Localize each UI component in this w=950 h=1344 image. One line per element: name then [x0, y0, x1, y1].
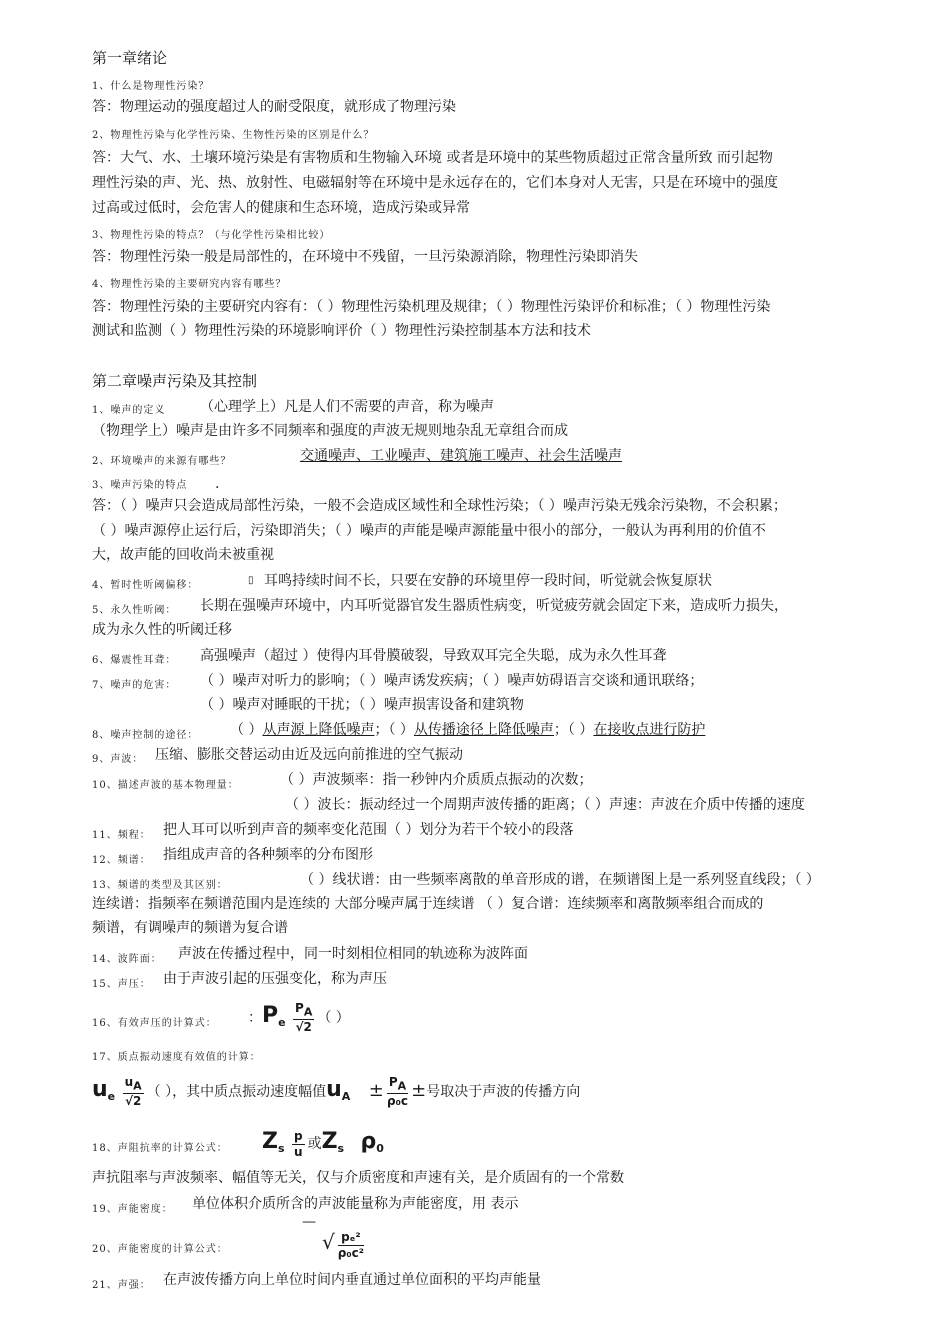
- question-2-18: 18、声阻抗率的计算公式：: [92, 1143, 228, 1154]
- formula-18-rho: ρ: [360, 1129, 377, 1154]
- answer-2-10-line-1: （ ）声波频率：指一秒钟内介质质点振动的次数；: [280, 772, 593, 788]
- formula-17-num-sub: A: [133, 1079, 142, 1093]
- formula-17-ua-sub: A: [341, 1089, 351, 1103]
- formula-16-lhs-sub: e: [278, 1015, 286, 1029]
- answer-2-4-mark: ▯: [248, 575, 254, 586]
- answer-2-7-line-2: （ ）噪声对睡眠的干扰；（ ）噪声损害设备和建筑物: [200, 697, 524, 713]
- answer-2-8-item-3: 在接收点进行防护: [593, 722, 706, 738]
- formula-20-fraction: [338, 1230, 364, 1261]
- formula-17-text-1: （ ），其中质点振动速度幅值: [146, 1084, 327, 1100]
- formula-20-bar: —: [302, 1214, 316, 1230]
- question-1-2: 2、物理性污染与化学性污染、生物性污染的区别是什么？: [92, 130, 375, 141]
- formula-17-plusminus: ±: [368, 1080, 384, 1101]
- formula-17-num2-p: P: [388, 1074, 398, 1089]
- formula-18-numerator: p: [293, 1128, 303, 1143]
- answer-2-1-line-1: （心理学上）凡是人们不需要的声音，称为噪声: [200, 399, 494, 415]
- answer-2-14: 声波在传播过程中，同一时刻相位相同的轨迹称为波阵面: [178, 946, 528, 962]
- formula-16-colon: ：: [248, 1010, 262, 1026]
- answer-1-4-line-1: 答：物理性污染的主要研究内容有：（ ）物理性污染机理及规律；（ ）物理性污染评价和标准；（ ）物理性污染: [92, 299, 771, 315]
- answer-2-8-item-2: 从传播途径上降低噪声: [413, 722, 554, 738]
- question-2-20: 20、声能密度的计算公式：: [92, 1244, 228, 1255]
- answer-2-4: 耳鸣持续时间不长，只要在安静的环境里停一段时间，听觉就会恢复原状: [264, 573, 712, 589]
- answer-2-8: [230, 720, 705, 740]
- answer-2-3-line-2: （ ）噪声源停止运行后，污染即消失；（ ）噪声的声能是噪声源能量中很小的部分，一般认为再利用的价值不: [92, 523, 766, 539]
- answer-2-5-line-1: 长期在强噪声环境中，内耳听觉器官发生器质性病变，听觉疲劳就会固定下来，造成听力损失，: [200, 598, 788, 614]
- formula-16-num-sub: A: [303, 1005, 313, 1019]
- question-2-11: 11、频程：: [92, 830, 151, 841]
- question-2-12: 12、频谱：: [92, 855, 151, 866]
- formula-17-numerator: [123, 1075, 144, 1094]
- formula-effective-pressure: [248, 996, 350, 1043]
- formula-16-lhs: P: [262, 1003, 279, 1028]
- answer-2-8-prefix-1: （ ）: [230, 722, 263, 738]
- formula-17-denominator: √2: [124, 1094, 142, 1109]
- formula-16-numerator: [293, 1001, 314, 1020]
- formula-18-z2-sub: s: [337, 1141, 345, 1155]
- formula-16-fraction: [293, 1001, 314, 1035]
- answer-2-8-prefix-2: ；（ ）: [374, 722, 414, 738]
- question-2-6: 6、爆震性耳聋：: [92, 655, 177, 666]
- answer-2-11: 把人耳可以听到声音的频率变化范围（ ）划分为若干个较小的段落: [163, 822, 574, 838]
- answer-1-1: 答：物理运动的强度超过人的耐受限度，就形成了物理污染: [92, 99, 456, 115]
- formula-17-num-u: u: [124, 1074, 134, 1089]
- question-2-3-mark: .: [215, 476, 220, 492]
- formula-17-fraction-2: [387, 1075, 408, 1109]
- formula-18-or: 或: [307, 1136, 322, 1152]
- formula-18-z2: Z: [321, 1129, 338, 1154]
- answer-2-12: 指组成声音的各种频率的分布图形: [163, 847, 373, 863]
- answer-2-10-line-2: （ ）波长：振动经过一个周期声波传播的距离；（ ）声速：声波在介质中传播的速度: [285, 797, 805, 813]
- answer-1-2-line-3: 过高或过低时，会危害人的健康和生态环境，造成污染或异常: [92, 200, 470, 216]
- answer-1-2-line-2: 理性污染的声、光、热、放射性、电磁辐射等在环境中是永远存在的，它们本身对人无害，只是在环境中的强度: [92, 175, 778, 191]
- answer-2-1-line-2: （物理学上）噪声是由许多不同频率和强度的声波无规则地杂乱无章组合而成: [92, 423, 568, 439]
- formula-impedance: [262, 1120, 384, 1171]
- formula-18-z-sub: s: [277, 1141, 285, 1155]
- question-2-3: 3、噪声污染的特点: [92, 480, 188, 491]
- question-2-19: 19、声能密度：: [92, 1204, 173, 1215]
- answer-2-6: 高强噪声（超过 ）使得内耳骨膜破裂，导致双耳完全失聪，成为永久性耳聋: [200, 648, 667, 664]
- formula-20-numerator: pₑ²: [338, 1230, 364, 1246]
- chapter-2-title: 第二章噪声污染及其控制: [92, 372, 258, 390]
- question-2-7: 7、噪声的危害：: [92, 680, 177, 691]
- answer-2-3-line-1: 答：（ ）噪声只会造成局部性污染，一般不会造成区域性和全球性污染；（ ）噪声污染无残余污染物，不会积累；: [92, 498, 787, 514]
- formula-18-z: Z: [262, 1129, 278, 1154]
- answer-2-18: 声抗阻率与声波频率、幅值等无关，仅与介质密度和声速有关，是介质固有的一个常数: [92, 1170, 624, 1186]
- formula-20-sqrt: √: [322, 1230, 335, 1254]
- answer-2-15: 由于声波引起的压强变化，称为声压: [163, 971, 387, 987]
- answer-2-9: 压缩、膨胀交替运动由近及远向前推进的空气振动: [155, 747, 463, 763]
- question-2-5: 5、永久性听阈：: [92, 605, 177, 616]
- formula-18-denominator: u: [293, 1144, 303, 1159]
- answer-2-3-line-3: 大，故声能的回收尚未被重视: [92, 547, 274, 563]
- answer-1-2-line-1: 答：大气、水、土壤环境污染是有害物质和生物输入环境 或者是环境中的某些物质超过正常含量所致 而引起物: [92, 150, 773, 166]
- question-1-3: 3、物理性污染的特点？（与化学性污染相比较）: [92, 230, 331, 241]
- question-2-8: 8、噪声控制的途径：: [92, 730, 199, 741]
- answer-2-19: 单位体积介质所含的声波能量称为声能密度，用 表示: [192, 1196, 519, 1212]
- formula-16-num-p: P: [295, 1000, 304, 1015]
- formula-17-denominator-2: ρ₀c: [387, 1094, 408, 1109]
- question-2-4: 4、暂时性听阈偏移：: [92, 580, 199, 591]
- formula-17-text-2: 号取决于声波的传播方向: [426, 1084, 581, 1100]
- answer-2-8-prefix-3: ；（ ）: [553, 722, 594, 738]
- question-2-17: 17、质点振动速度有效值的计算：: [92, 1052, 261, 1063]
- question-2-10: 10、描述声波的基本物理量：: [92, 780, 239, 791]
- answer-2-7-line-1: （ ）噪声对听力的影响；（ ）噪声诱发疾病；（ ）噪声妨碍语言交谈和通讯联络；: [200, 673, 704, 689]
- formula-20-denominator: ρ₀c²: [337, 1245, 364, 1260]
- answer-2-2: 交通噪声、工业噪声、建筑施工噪声、社会生活噪声: [300, 448, 622, 464]
- formula-16-paren: （ ）: [317, 1010, 350, 1026]
- answer-2-13-line-3: 频谱，有调噪声的频谱为复合谱: [92, 920, 288, 936]
- answer-2-13-line-2: 连续谱：指频率在频谱范围内是连续的 大部分噪声属于连续谱 （ ）复合谱：连续频率和离散频率组合而成的: [92, 896, 764, 912]
- question-2-21: 21、声强：: [92, 1280, 151, 1291]
- question-1-1: 1、什么是物理性污染？: [92, 81, 210, 92]
- chapter-1-title: 第一章绪论: [92, 49, 168, 67]
- answer-1-4-line-2: 测试和监测（ ）物理性污染的环境影响评价（ ）物理性污染控制基本方法和技术: [92, 323, 591, 339]
- answer-1-3: 答：物理性污染一般是局部性的，在环境中不残留，一旦污染源消除，物理性污染即消失: [92, 249, 638, 265]
- formula-17-plusminus-2: ±: [411, 1080, 427, 1101]
- question-2-1: 1、噪声的定义: [92, 405, 166, 416]
- formula-17-lhs: u: [92, 1077, 108, 1102]
- answer-2-8-item-1: 从声源上降低噪声: [262, 722, 375, 738]
- answer-2-5-line-2: 成为永久性的听阈迁移: [92, 622, 232, 638]
- formula-17-num2-sub: A: [397, 1079, 407, 1093]
- formula-17-lhs-sub: e: [107, 1089, 116, 1103]
- question-2-16: 16、有效声压的计算式：: [92, 1018, 217, 1029]
- formula-17-ua: u: [326, 1077, 342, 1102]
- question-2-9: 9、声波：: [92, 754, 144, 765]
- formula-18-rho-sub: 0: [376, 1141, 384, 1155]
- formula-velocity: [92, 1068, 580, 1119]
- answer-2-13-line-1: （ ）线状谱：由一些频率离散的单音形成的谱，在频谱图上是一系列竖直线段；（ ）: [300, 872, 820, 888]
- question-2-15: 15、声压：: [92, 979, 151, 990]
- formula-17-fraction: [123, 1075, 144, 1109]
- formula-16-denominator: √2: [295, 1020, 312, 1035]
- question-2-14: 14、波阵面：: [92, 954, 162, 965]
- formula-18-fraction: [292, 1129, 305, 1160]
- answer-2-21: 在声波传播方向上单位时间内垂直通过单位面积的平均声能量: [163, 1272, 541, 1288]
- question-1-4: 4、物理性污染的主要研究内容有哪些？: [92, 279, 287, 290]
- question-2-2: 2、环境噪声的来源有哪些？: [92, 456, 232, 467]
- formula-energy-density: [322, 1222, 367, 1265]
- question-2-13: 13、频谱的类型及其区别：: [92, 880, 228, 891]
- formula-17-numerator-2: [387, 1075, 408, 1094]
